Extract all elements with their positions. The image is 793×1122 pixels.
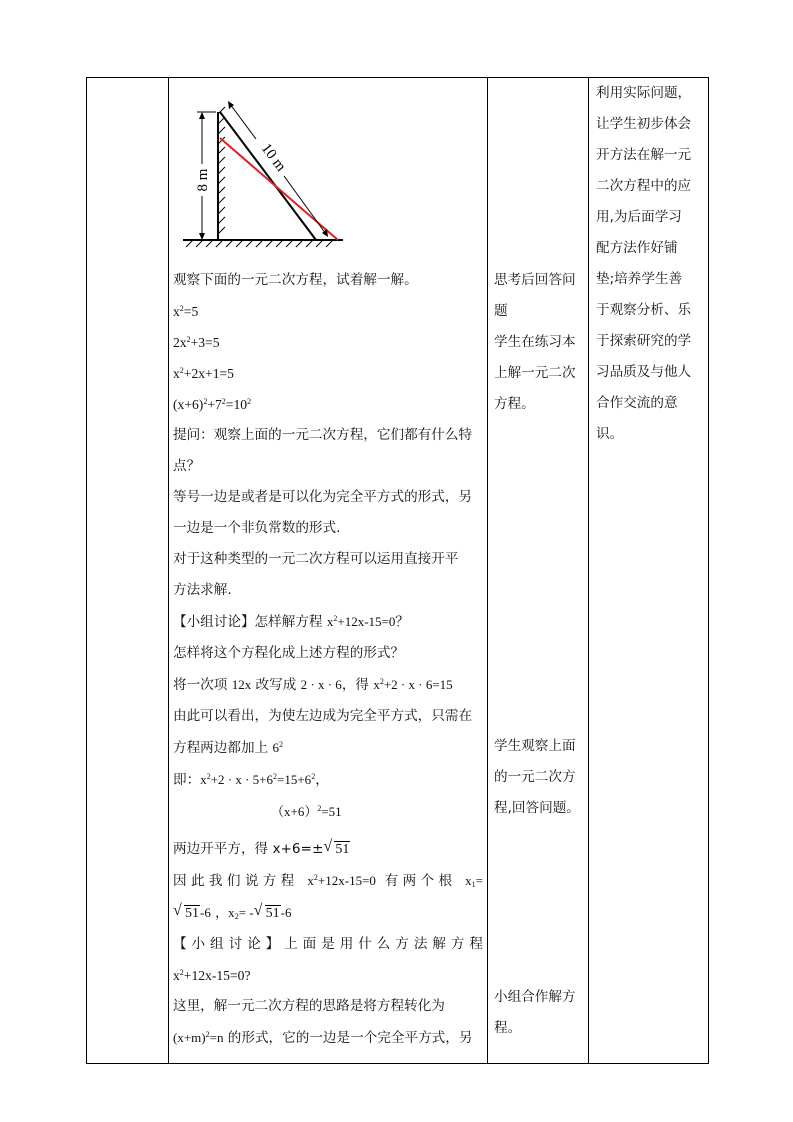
- ladder-figure: [178, 84, 348, 254]
- table-border-right: [708, 77, 709, 1064]
- student-activity-1: 思考后回答问 题 学生在练习本 上解一元二次 方程。: [494, 272, 576, 412]
- ladder-original: [220, 112, 316, 240]
- discussion-1-cont: 怎样将这个方程化成上述方程的形式？: [173, 645, 405, 661]
- equation-3: $x^2+2x+1=5$: [173, 366, 234, 381]
- step-3: 即：$x^2+2 \cdot x \cdot 5+6^2=15+6^2$，: [173, 772, 329, 788]
- design-intent: 利用实际问题， 让学生初步体会 开方法在解一元 二次方程中的应 用,为后面学习 配方法作好铺 垫;培养学生善 于观察分析、乐 于探索研究的学 习品质及与他人 合作交流的意 识。: [596, 85, 692, 442]
- height-label: 8 m: [195, 168, 211, 192]
- table-divider-3: [588, 77, 589, 1064]
- wall-hatching: [218, 107, 225, 234]
- equation-1: $x^2=5$: [173, 304, 199, 319]
- height-arrow-down: [199, 233, 205, 240]
- student-activity-3: 小组合作解方 程。: [494, 989, 576, 1036]
- table-divider-1: [168, 77, 169, 1064]
- intro-text: 观察下面的一元二次方程，试着解一解。: [173, 272, 418, 288]
- teaching-content: [173, 265, 483, 1054]
- answer-1-cont: 一边是一个非负常数的形式.: [173, 520, 341, 536]
- sqrt-51-root2: √ 51: [254, 898, 281, 929]
- question-1: 提问：观察上面的一元二次方程，它们都有什么特: [173, 427, 473, 443]
- question-1-cont: 点？: [173, 458, 201, 474]
- equation-4: $(x+6)^2+7^2=10^2$: [173, 397, 252, 412]
- discussion-2-cont: $x^2+12x-15=0$?: [173, 968, 251, 983]
- step-4: $(x+6)^2=51$: [271, 804, 342, 819]
- ladder-label: 10 m: [257, 140, 289, 175]
- discussion-1: 【小组讨论】怎样解方程 $x^2+12x-15=0$？: [173, 614, 409, 630]
- summary: 这里，解一元二次方程的思路是将方程转化为: [173, 998, 445, 1014]
- roots: √ 51-6 ，$x_2=$ -√ 51-6: [173, 897, 483, 929]
- table-divider-2: [487, 77, 488, 1064]
- table-border-bottom: [86, 1063, 709, 1064]
- step-1: 将一次项 12x 改写成 2 · x · 6，得 $x^2+2 \cdot x \cdot 6=15$: [173, 677, 453, 693]
- discussion-2: 【小组讨论】上面是用什么方法解方程: [173, 936, 483, 952]
- summary-cont: $(x+m)^2=n$ 的形式，它的一边是一个完全平方式，另: [173, 1030, 473, 1046]
- sqrt-51: √ 51: [323, 834, 350, 865]
- step-5: 两边开平方，得 x+6=±√ 51: [173, 834, 483, 865]
- table-border-left: [86, 77, 87, 1064]
- note-1-cont: 方法求解.: [173, 582, 232, 598]
- equation-2: $2x^2+3=5$: [173, 335, 220, 350]
- step-2-cont: 方程两边都加上 $6^2$: [173, 740, 283, 756]
- conclusion: 因此我们说方程 $x^2+12x-15=0$ 有两个根 $x_1=$: [173, 873, 483, 889]
- ladder-dimension-top: [230, 104, 256, 139]
- student-activity-2: 学生观察上面 的一元二次方 程,回答问题。: [494, 738, 580, 816]
- height-arrow-up: [199, 112, 205, 119]
- note-1: 对于这种类型的一元二次方程可以运用直接开平: [173, 551, 459, 567]
- ground-hatching: [186, 240, 333, 247]
- step-2: 由此可以看出，为使左边成为完全平方式，只需在: [173, 708, 473, 724]
- sqrt-51-root1: √ 51: [173, 898, 200, 929]
- answer-1: 等号一边是或者是可以化为完全平方式的形式，另: [173, 489, 473, 505]
